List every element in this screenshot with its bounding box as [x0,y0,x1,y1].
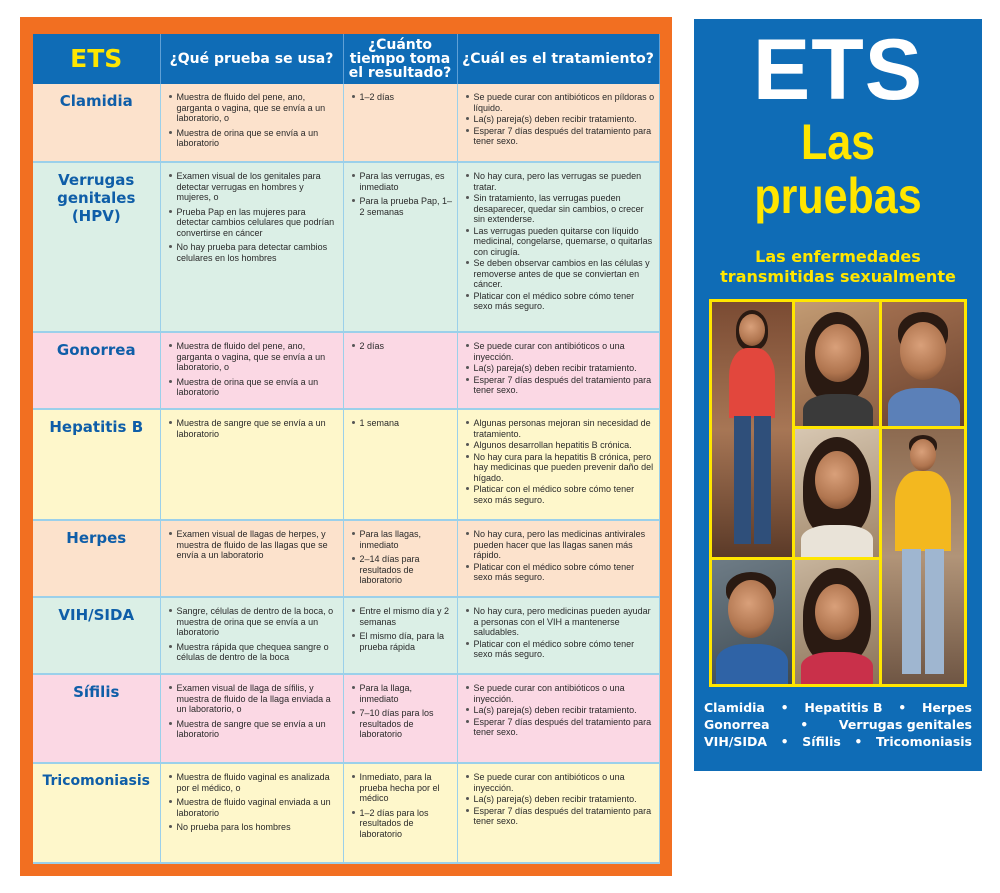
list-item: Algunas personas mejoran sin necesidad de tratamiento. [466,418,655,439]
list-item: Muestra de sangre que se envía a un laboratorio [169,418,339,439]
list-item: Sangre, células de dentro de la boca, o muestra de orina que se envía a un laboratorio [169,606,339,638]
table-row [33,674,659,763]
disease-label: Verrugas genitales [838,717,972,732]
test-cell [160,597,343,674]
list-item: Se puede curar con antibióticos o una inyección. [466,341,655,362]
list-item: Muestra rápida que chequea sangre o células de dentro de la boca [169,642,339,663]
list-item: Examen visual de llagas de herpes, y muestra de fluido de las llagas que se envía a un laboratorio [169,529,339,561]
disease-list-line-1 [704,699,972,716]
table-row [33,763,659,863]
list-item: Platicar con el médico sobre cómo tener sexo más seguro. [466,291,655,312]
disease-label: Clamidia [704,700,765,715]
list-item: La(s) pareja(s) deben recibir tratamiento. [466,794,655,805]
list-item: 1–2 días [352,92,453,103]
test-cell [160,162,343,332]
disease-name: Verrugas genitales (HPV) [33,162,160,332]
treatment-cell [457,84,659,162]
table-row [33,597,659,674]
table-row [33,520,659,597]
photo-woman-center [795,429,879,557]
table-row [33,162,659,332]
list-item: 7–10 días para los resultados de laboratorio [352,708,453,740]
photo-man-bottom [712,560,792,684]
disease-label: Gonorrea [704,717,770,732]
list-item: Muestra de fluido vaginal es analizada por el médico, o [169,772,339,793]
list-item: Se puede curar con antibióticos en píldoras o líquido. [466,92,655,113]
disease-name: Sífilis [33,674,160,763]
disease-name: VIH/SIDA [33,597,160,674]
header-test: ¿Qué prueba se usa? [160,34,343,84]
list-item: No hay cura para la hepatitis B crónica, pero hay medicinas que pueden prevenir daño del hígado. [466,452,655,484]
list-item: Examen visual de los genitales para detectar verrugas en hombres y mujeres, o [169,171,339,203]
list-item: No hay prueba para detectar cambios celulares en los hombres [169,242,339,263]
list-item: Algunos desarrollan hepatitis B crónica. [466,440,655,451]
list-item: La(s) pareja(s) deben recibir tratamiento. [466,114,655,125]
list-item: Esperar 7 días después del tratamiento para tener sexo. [466,806,655,827]
bullet-separator: • [800,717,809,732]
header-ets: ETS [33,34,160,84]
list-item: Prueba Pap en las mujeres para detectar cambios celulares que podrían convertirse en cáncer [169,207,339,239]
test-cell [160,84,343,162]
test-cell [160,763,343,863]
cover-tagline: Las enfermedades transmitidas sexualmente [720,247,956,286]
list-item: Muestra de orina que se envía a un laboratorio [169,128,339,149]
list-item: 2–14 días para resultados de laboratorio [352,554,453,586]
list-item: El mismo día, para la prueba rápida [352,631,453,652]
treatment-cell [457,674,659,763]
test-cell [160,332,343,409]
treatment-cell [457,763,659,863]
bullet-separator: • [854,734,863,749]
list-item: Para la llaga, inmediato [352,683,453,704]
list-item: Esperar 7 días después del tratamiento para tener sexo. [466,126,655,147]
time-cell [343,763,457,863]
disease-name: Clamidia [33,84,160,162]
test-cell [160,674,343,763]
treatment-cell [457,409,659,520]
list-item: Inmediato, para la prueba hecha por el médico [352,772,453,804]
list-item: Muestra de orina que se envía a un laboratorio [169,377,339,398]
cover-panel [694,19,982,771]
table-panel [20,17,672,876]
cover-title: ETS [752,22,924,118]
list-item: La(s) pareja(s) deben recibir tratamiento. [466,705,655,716]
list-item: No hay cura, pero medicinas pueden ayudar a personas con el VIH a mantenerse saludables. [466,606,655,638]
test-cell [160,520,343,597]
time-cell [343,597,457,674]
list-item: Platicar con el médico sobre cómo tener sexo más seguro. [466,484,655,505]
time-cell [343,84,457,162]
list-item: Para las llagas, inmediato [352,529,453,550]
bullet-separator: • [780,734,789,749]
list-item: Esperar 7 días después del tratamiento para tener sexo. [466,717,655,738]
table-row [33,409,659,520]
time-cell [343,409,457,520]
cover-disease-list [704,699,972,750]
list-item: Para la prueba Pap, 1–2 semanas [352,196,453,217]
list-item: 2 días [352,341,453,352]
list-item: Examen visual de llaga de sífilis, y muestra de fluido de la llaga enviada a un laboratorio, o [169,683,339,715]
table-header-row [33,34,659,84]
photo-woman-standing [712,302,792,557]
photo-woman-smiling [795,302,879,426]
photo-man-yellow [882,429,964,684]
disease-name: Hepatitis B [33,409,160,520]
table-row [33,84,659,162]
list-item: Sin tratamiento, las verrugas pueden desaparecer, quedar sin cambios, o crecer sin extenderse. [466,193,655,225]
cover-subtitle: Las pruebas [754,114,922,224]
ets-table [33,34,660,864]
table-row [33,332,659,409]
disease-list-line-3 [704,733,972,750]
test-cell [160,409,343,520]
list-item: Muestra de fluido vaginal enviada a un laboratorio [169,797,339,818]
list-item: No prueba para los hombres [169,822,339,833]
list-item: 1–2 días para los resultados de laboratorio [352,808,453,840]
list-item: Muestra de sangre que se envía a un laboratorio [169,719,339,740]
list-item: Las verrugas pueden quitarse con líquido medicinal, congelarse, quemarse, o quitarlas con cirugía. [466,226,655,258]
list-item: Muestra de fluido del pene, ano, garganta o vagina, que se envía a un laboratorio, o [169,92,339,124]
treatment-cell [457,597,659,674]
disease-name: Gonorrea [33,332,160,409]
list-item: 1 semana [352,418,453,429]
list-item: Para las verrugas, es inmediato [352,171,453,192]
header-treatment: ¿Cuál es el tratamiento? [457,34,659,84]
treatment-cell [457,332,659,409]
list-item: Se deben observar cambios en las células y removerse antes de que se conviertan en cáncer. [466,258,655,290]
disease-label: Herpes [921,700,972,715]
list-item: Esperar 7 días después del tratamiento para tener sexo. [466,375,655,396]
photo-man-top [882,302,964,426]
list-item: No hay cura, pero las verrugas se pueden tratar. [466,171,655,192]
list-item: Platicar con el médico sobre cómo tener sexo más seguro. [466,562,655,583]
time-cell [343,332,457,409]
bullet-separator: • [780,700,789,715]
time-cell [343,520,457,597]
photo-collage [709,299,967,687]
disease-list-line-2 [704,716,972,733]
disease-name: Herpes [33,520,160,597]
header-time: ¿Cuánto tiempo toma el resultado? [343,34,457,84]
treatment-cell [457,162,659,332]
list-item: Se puede curar con antibióticos o una inyección. [466,772,655,793]
list-item: Entre el mismo día y 2 semanas [352,606,453,627]
disease-label: Tricomoniasis [876,734,972,749]
list-item: La(s) pareja(s) deben recibir tratamiento. [466,363,655,374]
list-item: Platicar con el médico sobre cómo tener sexo más seguro. [466,639,655,660]
treatment-cell [457,520,659,597]
list-item: Muestra de fluido del pene, ano, garganta o vagina, que se envía a un laboratorio, o [169,341,339,373]
disease-label: VIH/SIDA [704,734,768,749]
bullet-separator: • [898,700,907,715]
disease-name: Tricomoniasis [33,763,160,863]
list-item: Se puede curar con antibióticos o una inyección. [466,683,655,704]
time-cell [343,674,457,763]
disease-label: Sífilis [802,734,841,749]
disease-label: Hepatitis B [804,700,883,715]
photo-woman-bottom [795,560,879,684]
list-item: No hay cura, pero las medicinas antivirales pueden hacer que las llagas sanen más rápido. [466,529,655,561]
time-cell [343,162,457,332]
